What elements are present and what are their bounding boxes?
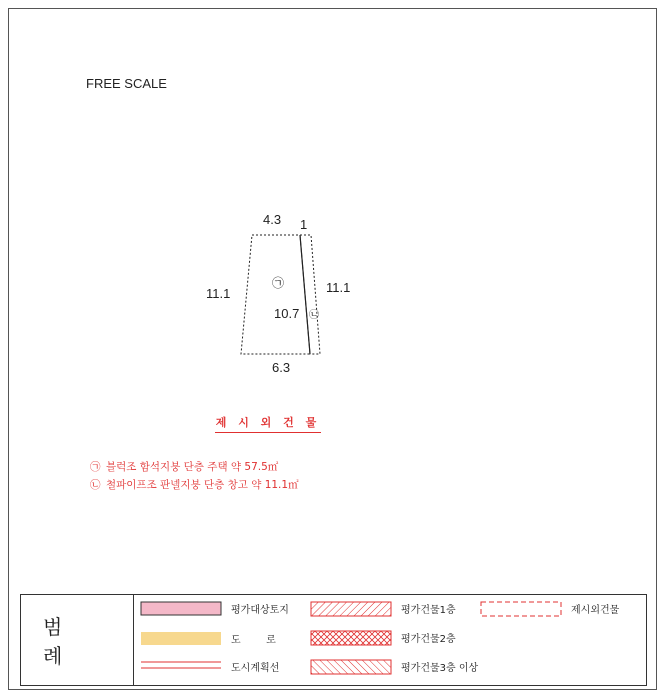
building-b-outline — [300, 235, 320, 354]
shared-wall-line — [300, 235, 310, 354]
legend-box — [20, 594, 647, 686]
excluded-note-b — [90, 477, 299, 492]
note-a-text: 블럭조 함석지붕 단층 주택 약 57.5㎡ — [106, 461, 279, 473]
legend-floor2-label: 평가건물2층 — [401, 634, 456, 645]
legend-target-land-label: 평가대상토지 — [231, 605, 289, 616]
note-a-marker: ㉠ — [90, 461, 101, 473]
swatch-floor1 — [311, 602, 391, 616]
legend-road-label: 도 로 — [231, 635, 276, 646]
legend-title: 범 례 — [21, 595, 134, 685]
dim-top-left: 4.3 — [263, 212, 282, 227]
excluded-note-a — [90, 459, 278, 474]
marker-b: ㉡ — [309, 310, 319, 321]
excluded-buildings-title: 제 시 외 건 물 — [215, 416, 321, 429]
swatch-floor3 — [311, 660, 391, 674]
swatch-road — [141, 632, 221, 645]
dim-left: 11.1 — [206, 286, 231, 301]
dim-bottom: 6.3 — [272, 360, 291, 375]
building-a-outline — [241, 235, 310, 354]
swatch-floor2 — [311, 631, 391, 645]
note-b-text: 철파이프조 판넬지붕 단층 창고 약 11.1㎡ — [106, 479, 299, 491]
scale-label: FREE SCALE — [86, 76, 167, 91]
swatch-target-land — [141, 602, 221, 615]
dim-right: 11.1 — [326, 280, 351, 295]
dim-inner: 10.7 — [274, 306, 300, 321]
marker-a: ㉠ — [272, 276, 285, 290]
legend-urban-plan-label: 도시계획선 — [231, 663, 280, 674]
legend-excluded-label: 제시외건물 — [571, 605, 620, 616]
dim-top-right: 1 — [300, 217, 308, 232]
note-b-marker: ㉡ — [90, 479, 101, 491]
legend-swatches — [21, 595, 648, 687]
excluded-title-underline — [215, 432, 321, 433]
swatch-excluded — [481, 602, 561, 616]
legend-floor1-label: 평가건물1층 — [401, 605, 456, 616]
legend-floor3-label: 평가건물3층 이상 — [401, 663, 479, 674]
